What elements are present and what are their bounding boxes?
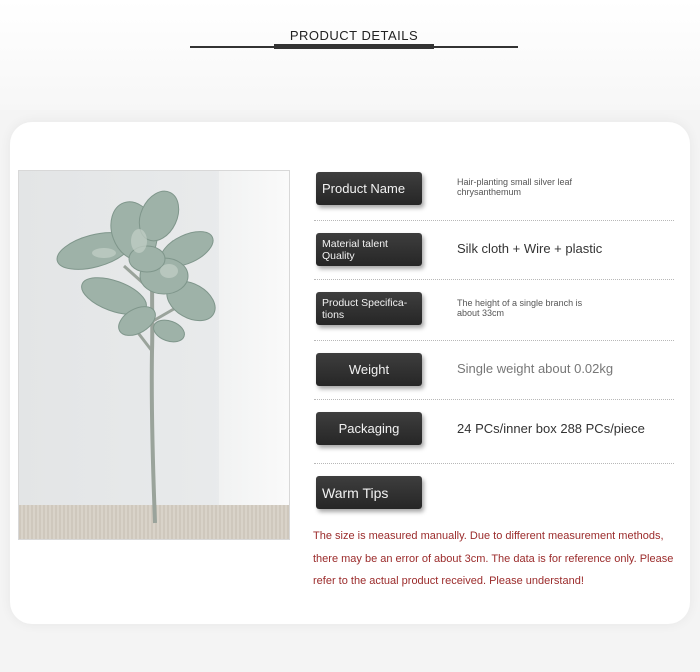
value-packaging: 24 PCs/inner box 288 PCs/piece bbox=[457, 421, 645, 436]
label-weight bbox=[316, 353, 422, 386]
value-weight: Single weight about 0.02kg bbox=[457, 361, 614, 376]
row-divider bbox=[314, 463, 674, 464]
product-photo bbox=[18, 170, 290, 540]
value-material-quality: Silk cloth + Wire + plastic bbox=[457, 241, 603, 256]
label-warm-tips bbox=[316, 476, 422, 509]
label-product-specifications-text: Product Specifica-tions bbox=[322, 296, 408, 321]
plant-illustration bbox=[19, 171, 289, 539]
label-material-quality bbox=[316, 233, 422, 266]
label-warm-tips-text: Warm Tips bbox=[322, 484, 389, 501]
label-packaging bbox=[316, 412, 422, 445]
label-product-name-text: Product Name bbox=[322, 181, 406, 196]
row-divider bbox=[314, 279, 674, 280]
row-divider bbox=[314, 399, 674, 400]
value-product-name: Hair-planting small silver leaf chrysanthemum bbox=[457, 177, 573, 197]
row-divider bbox=[314, 340, 674, 341]
title-rule-accent bbox=[274, 44, 434, 49]
value-product-specifications: The height of a single branch is about 33cm bbox=[457, 298, 583, 318]
label-product-specifications bbox=[316, 292, 422, 325]
section-title: PRODUCT DETAILS bbox=[289, 28, 419, 43]
label-product-name bbox=[316, 172, 422, 205]
section-header bbox=[190, 26, 518, 54]
header-band bbox=[0, 0, 700, 110]
warm-tips-text: The size is measured manually. Due to different measurement methods, there may be an error of about 3cm. The data is for reference only. Please refer to the actual product received. Please understand! bbox=[313, 530, 674, 587]
label-weight-text: Weight bbox=[348, 362, 390, 377]
row-divider bbox=[314, 220, 674, 221]
label-packaging-text: Packaging bbox=[338, 421, 400, 436]
label-material-quality-text: Material talent Quality bbox=[322, 237, 388, 262]
